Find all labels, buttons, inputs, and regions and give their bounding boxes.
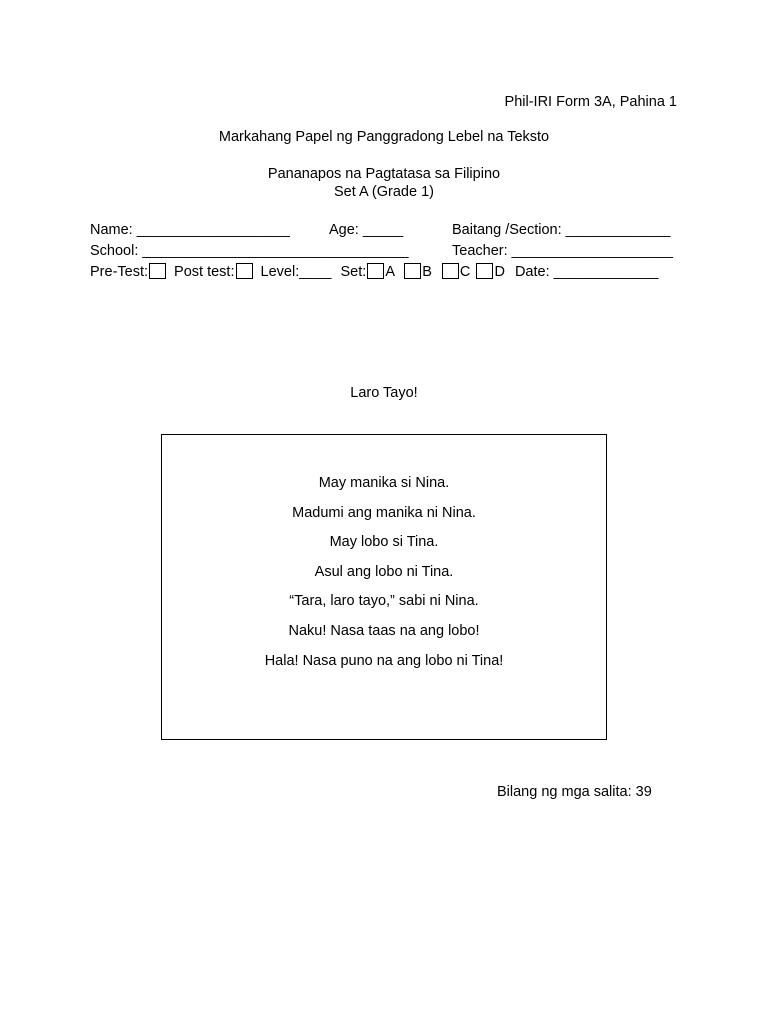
level-field[interactable]: Level:____ [260, 264, 332, 280]
school-field[interactable]: School: _________________________________ [90, 243, 409, 259]
pretest-checkbox[interactable] [149, 263, 166, 279]
story-box [161, 434, 607, 740]
page-title: Markahang Papel ng Panggradong Lebel na Teksto [218, 129, 550, 145]
set-a-checkbox[interactable] [367, 263, 384, 279]
posttest-label: Post test: [174, 264, 235, 280]
test-row [90, 263, 658, 280]
pretest-label: Pre-Test: [90, 264, 149, 280]
teacher-field[interactable]: Teacher: ____________________ [452, 243, 673, 259]
set-grade-label: Set A (Grade 1) [334, 184, 434, 200]
story-line: Hala! Nasa puno na ang lobo ni Tina! [264, 653, 504, 669]
word-count: Bilang ng mga salita: 39 [497, 784, 652, 800]
story-line: May manika si Nina. [318, 475, 450, 491]
story-line: May lobo si Tina. [329, 534, 439, 550]
story-line: Asul ang lobo ni Tina. [314, 564, 454, 580]
set-a-label: A [385, 264, 395, 280]
set-b-checkbox[interactable] [404, 263, 421, 279]
age-field[interactable]: Age: _____ [329, 222, 404, 238]
set-d-label: D [494, 264, 505, 280]
page-subtitle: Pananapos na Pagtatasa sa Filipino [267, 166, 501, 182]
name-field[interactable]: Name: ___________________ [90, 222, 290, 238]
set-c-label: C [459, 264, 471, 280]
story-line: Naku! Nasa taas na ang lobo! [288, 623, 480, 639]
date-field[interactable]: Date: _____________ [514, 264, 659, 280]
set-d-checkbox[interactable] [476, 263, 493, 279]
story-line: “Tara, laro tayo,” sabi ni Nina. [289, 593, 479, 609]
set-c-checkbox[interactable] [442, 263, 459, 279]
story-title: Laro Tayo! [350, 385, 418, 401]
set-label: Set: [340, 264, 367, 280]
section-field[interactable]: Baitang /Section: _____________ [452, 222, 671, 238]
posttest-checkbox[interactable] [236, 263, 253, 279]
set-b-label: B [422, 264, 432, 280]
story-line: Madumi ang manika ni Nina. [292, 505, 476, 521]
form-label: Phil-IRI Form 3A, Pahina 1 [504, 94, 677, 110]
